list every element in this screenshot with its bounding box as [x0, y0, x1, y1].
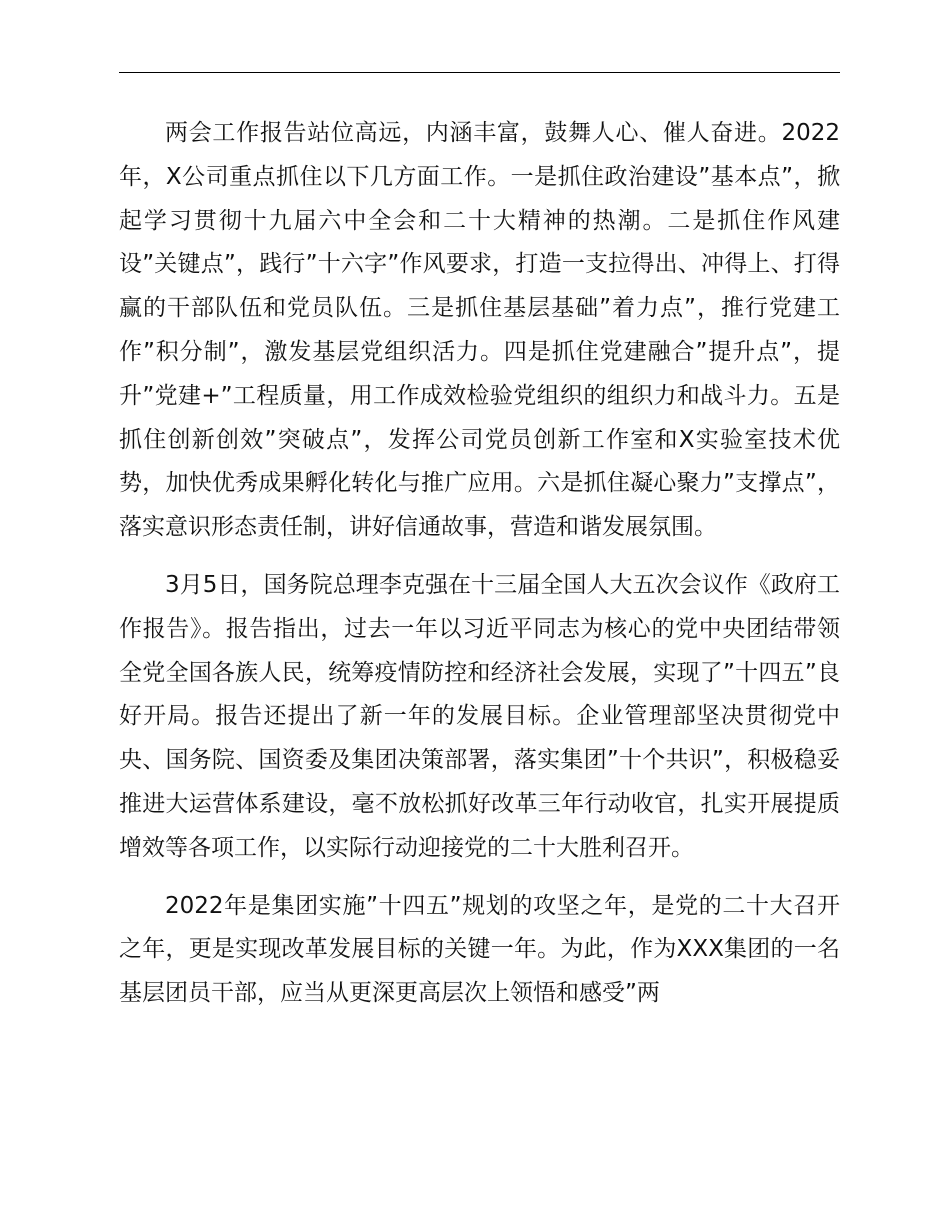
paragraph-2: 3月5日，国务院总理李克强在十三届全国人大五次会议作《政府工作报告》。报告指出，过去一年以习近平同志为核心的党中央团结带领全党全国各族人民，统筹疫情防控和经济社会发展，实现了”十四五”良好开局。报告还提出了新一年的发展目标。企业管理部坚决贯彻党中央、国务院、国资委及集团决策部署，落实集团”十个共识”，积极稳妥推进大运营体系建设，毫不放松抓好改革三年行动收官，扎实开展提质增效等各项工作，以实际行动迎接党的二十大胜利召开。 — [119, 571, 840, 861]
paragraph-3: 2022年是集团实施”十四五”规划的攻坚之年，是党的二十大召开之年，更是实现改革发展目标的关键一年。为此，作为XXX集团的一名基层团员干部，应当从更深更高层次上领悟和感受”两 — [119, 892, 840, 1007]
document-body — [119, 112, 840, 1030]
header-rule — [119, 72, 840, 73]
paragraph-1: 两会工作报告站位高远，内涵丰富，鼓舞人心、催人奋进。2022年，X公司重点抓住以下几方面工作。一是抓住政治建设”基本点”，掀起学习贯彻十九届六中全会和二十大精神的热潮。二是抓住作风建设”关键点”，践行”十六字”作风要求，打造一支拉得出、冲得上、打得赢的干部队伍和党员队伍。三是抓住基层基础”着力点”，推行党建工作”积分制”，激发基层党组织活力。四是抓住党建融合”提升点”，提升”党建+”工程质量，用工作成效检验党组织的组织力和战斗力。五是抓住创新创效”突破点”，发挥公司党员创新工作室和X实验室技术优势，加快优秀成果孵化转化与推广应用。六是抓住凝心聚力”支撑点”，落实意识形态责任制，讲好信通故事，营造和谐发展氛围。 — [119, 120, 840, 541]
